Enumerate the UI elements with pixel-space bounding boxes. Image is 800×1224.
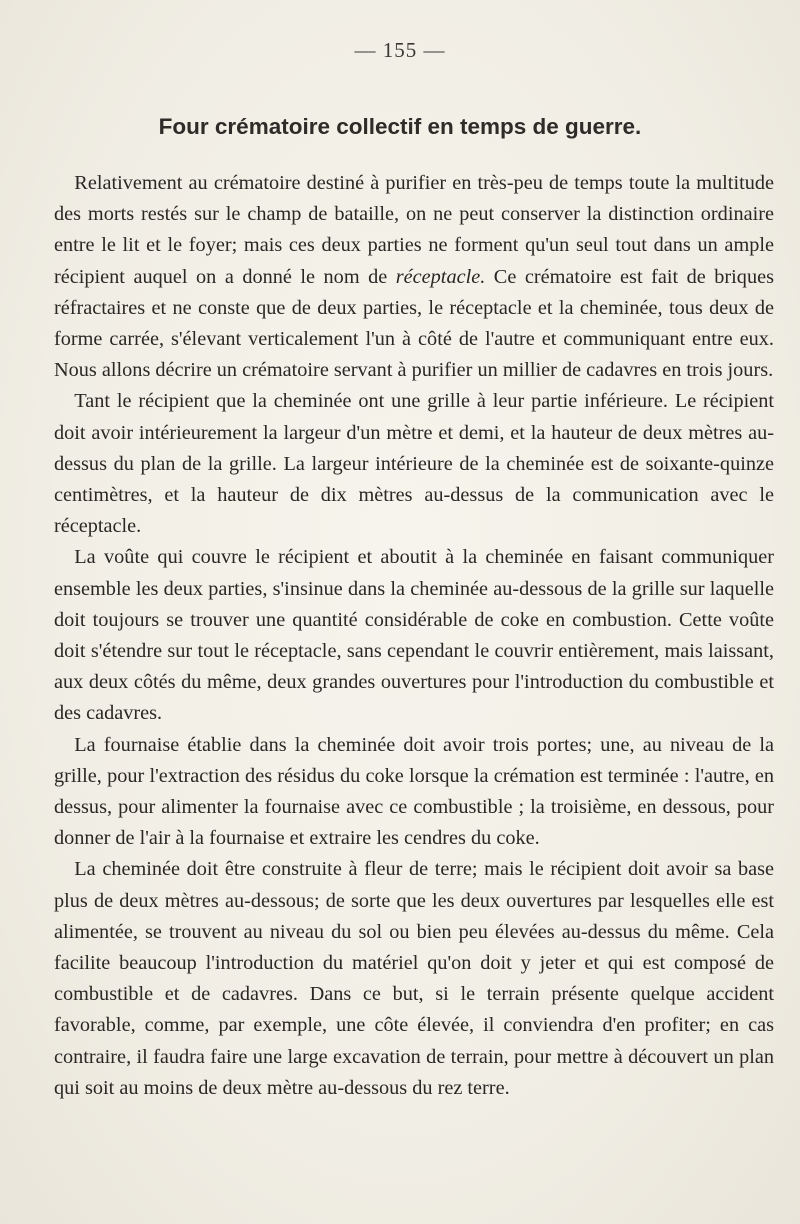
paragraph bbox=[54, 168, 774, 386]
paragraph: La fournaise établie dans la cheminée doit avoir trois portes; une, au niveau de la grille, pour l'extraction des résidus du coke lorsque la crémation est terminée : l'autre, en dessus, pour alimenter la fournaise avec ce combustible ; la troisième, en dessous, pour donner de l'air à la fournaise et extraire les cendres du coke. bbox=[54, 733, 774, 850]
paragraph-text: Ce crématoire est fait de briques réfractaires et ne conste que de deux parties, le réceptacle et la cheminée, tous deux de forme carrée, s'élevant verticalement l'un à côté de l'autre et communiquant entre eux. Nous allons décrire un crématoire servant à purifier un millier de cadavres en trois jours. bbox=[54, 265, 774, 382]
page-number: — 155 — bbox=[354, 38, 446, 62]
body-text bbox=[54, 168, 774, 1104]
paragraph: Tant le récipient que la cheminée ont une grille à leur partie inférieure. Le récipient doit avoir intérieurement la largeur d'un mètre et demi, et la hauteur de deux mètres au-dessus du plan de la grille. La largeur intérieure de la cheminée est de soixante-quinze centimètres, et la hauteur de dix mètres au-dessus de la communication avec le réceptacle. bbox=[54, 390, 774, 538]
emphasized-term: réceptacle. bbox=[395, 265, 486, 288]
paragraph: La cheminée doit être construite à fleur de terre; mais le récipient doit avoir sa base plus de deux mètres au-dessous; de sorte que les deux ouvertures par lesquelles elle est alimentée, se trouvent au niveau du sol ou bien peu élevées au-dessus du même. Cela facilite beaucoup l'introduction du matériel qu'on doit y jeter et qui est composé de combustible et de cadavres. Dans ce but, si le terrain présente quelque accident favorable, comme, par exemple, une côte élevée, il conviendra d'en profiter; en cas contraire, il faudra faire une large excavation de terrain, pour mettre à découvert un plan qui soit au moins de deux mètre au-dessous du rez terre. bbox=[54, 858, 774, 1099]
section-title: Four crématoire collectif en temps de guerre. bbox=[158, 114, 642, 139]
paragraph-text: Relativement au crématoire destiné à purifier en très-peu de temps toute la multitude des morts restés sur le champ de bataille, on ne peut conserver la distinction ordinaire entre le lit et le foyer; mais ces deux parties ne forment qu'un seul tout dans un ample récipient auquel on a donné le nom de bbox=[54, 172, 774, 288]
paragraph: La voûte qui couvre le récipient et aboutit à la cheminée en faisant communiquer ensemble les deux parties, s'insinue dans la cheminée au-dessous de la grille sur laquelle doit toujours se trouver une quantité considérable de coke en combustion. Cette voûte doit s'étendre sur tout le réceptacle, sans cependant le couvrir entièrement, mais laissant, aux deux côtés du même, deux grandes ouvertures pour l'introduction du combustible et des cadavres. bbox=[54, 546, 774, 725]
